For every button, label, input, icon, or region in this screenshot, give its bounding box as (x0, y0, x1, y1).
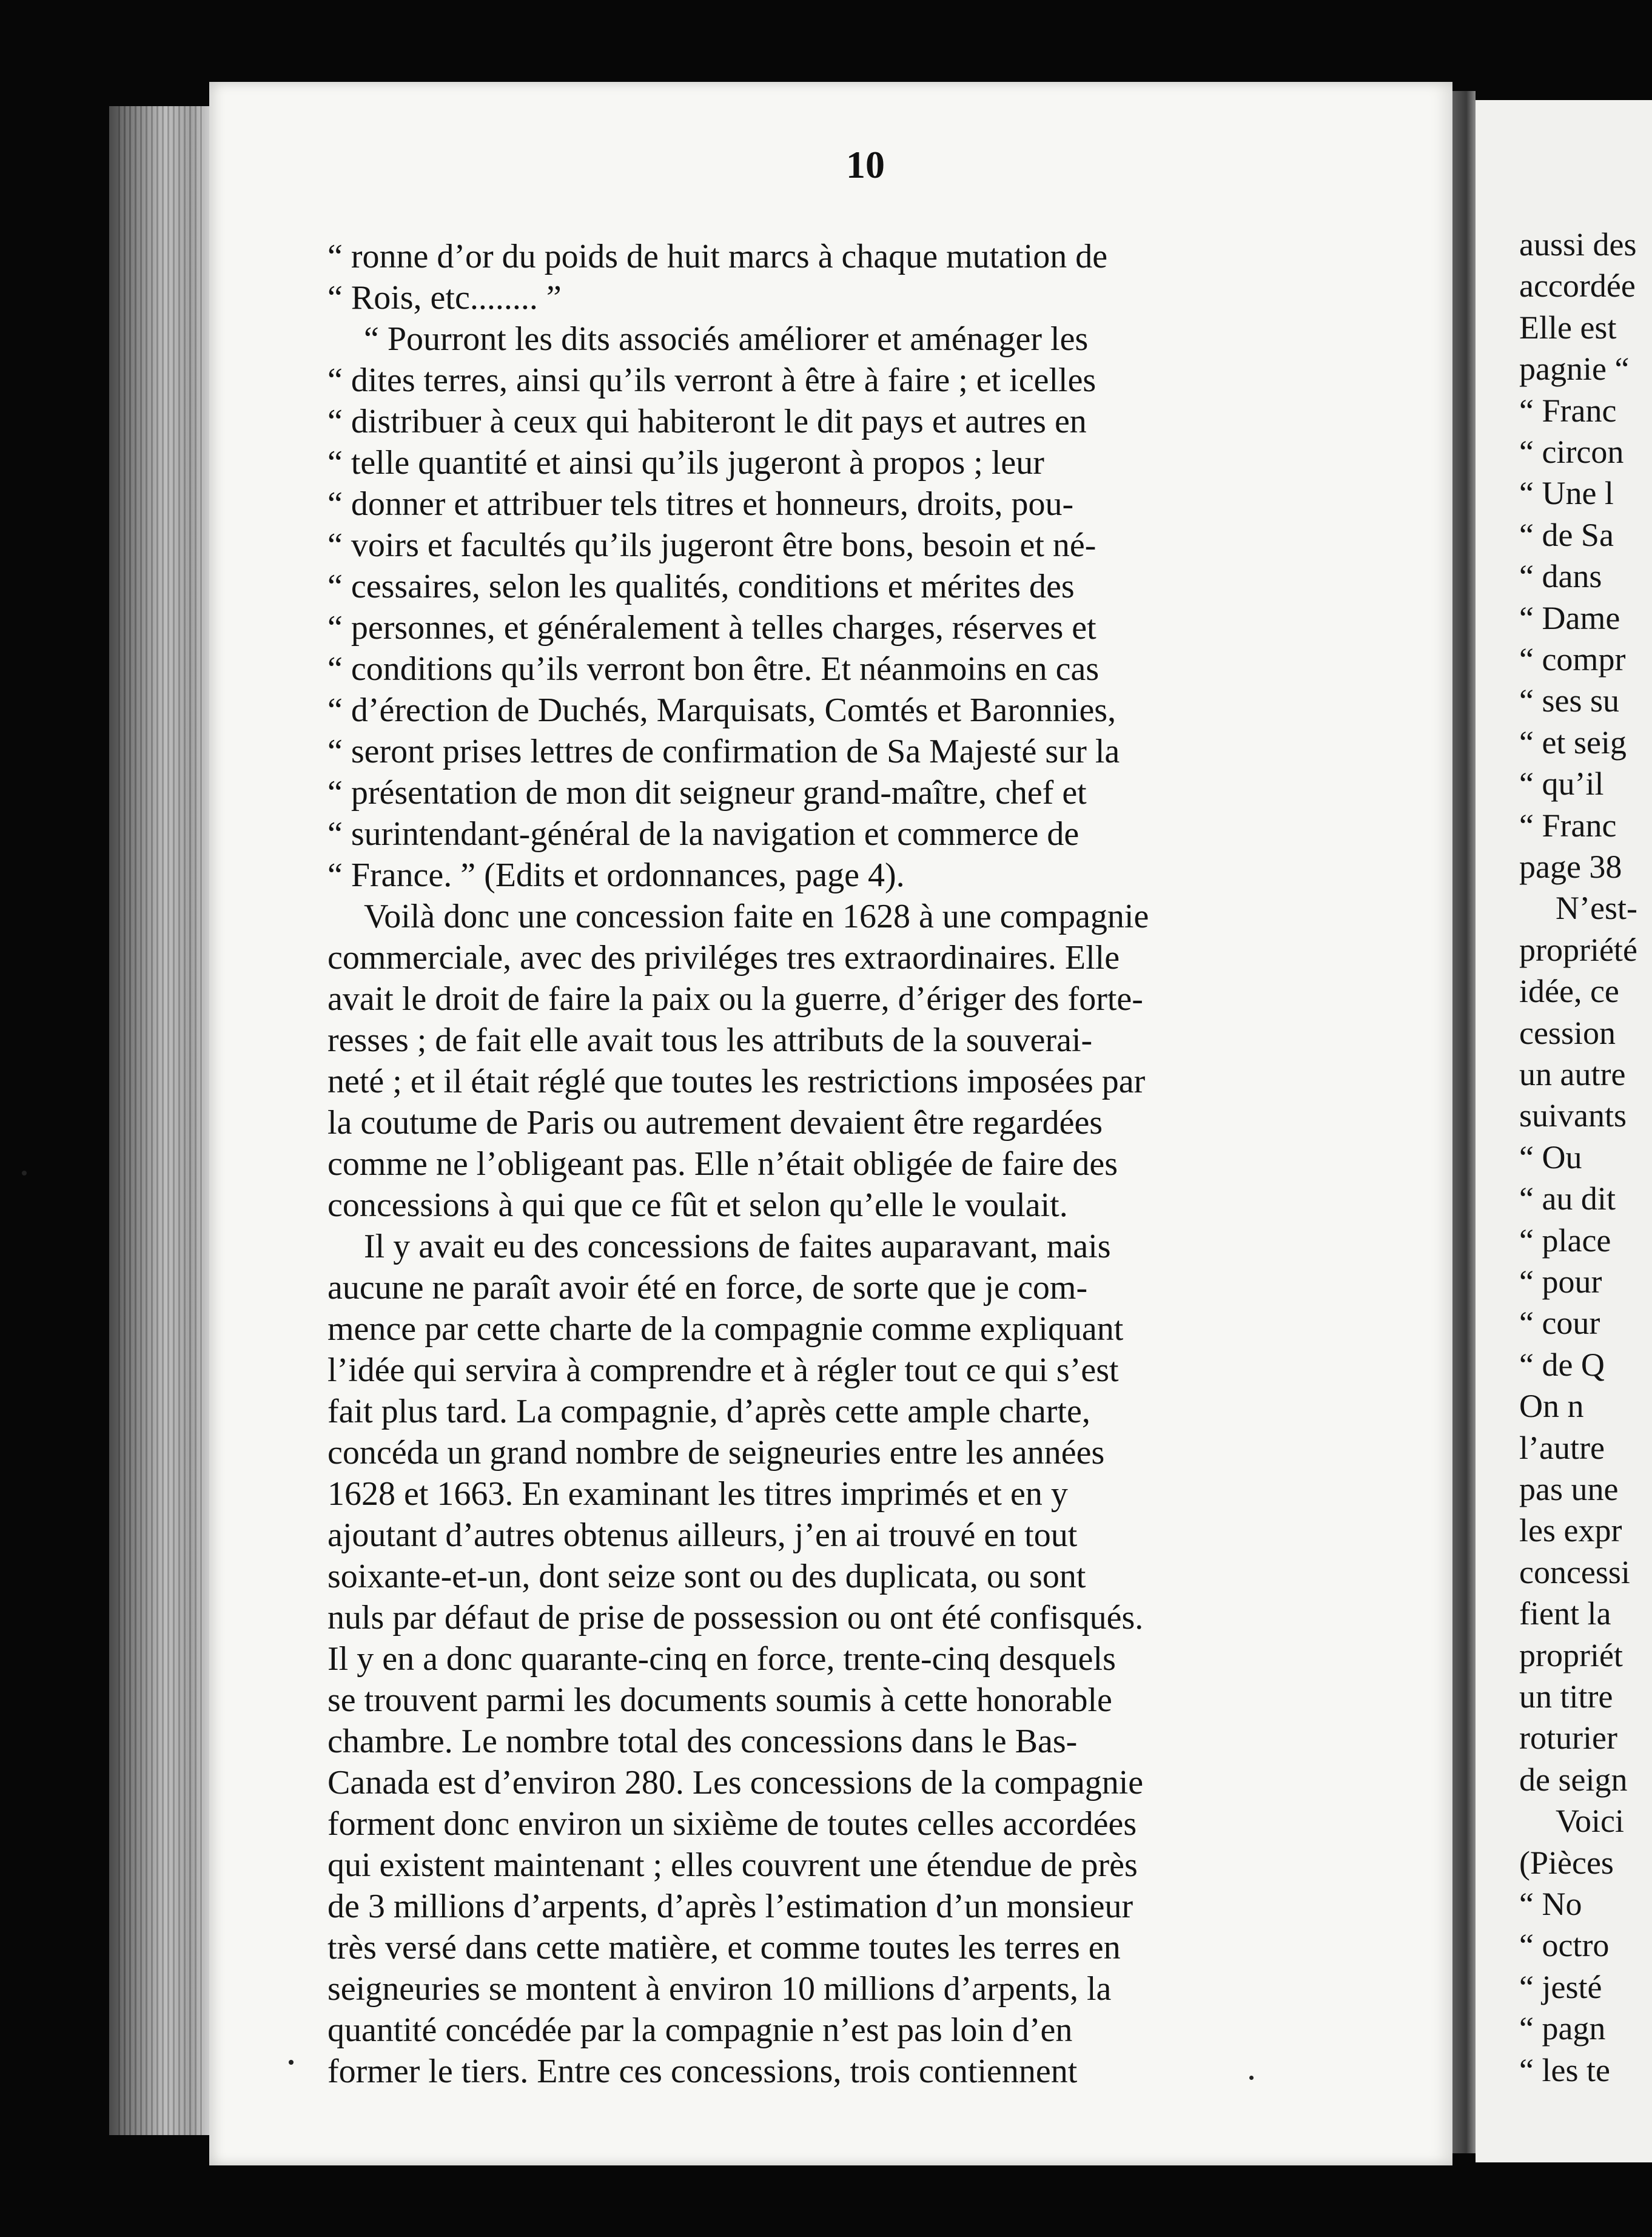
text-line: “ cour (1519, 1305, 1600, 1342)
text-line: se trouvent parmi les documents soumis à cette honorable (327, 1681, 1112, 1719)
text-line: concessions à qui que ce fût et selon qu’elle le voulait. (327, 1186, 1068, 1224)
text-line: cession (1519, 1014, 1616, 1051)
text-line: aucune ne paraît avoir été en force, de sorte que je com- (327, 1269, 1088, 1307)
text-line: fait plus tard. La compagnie, d’après cette ample charte, (327, 1393, 1090, 1430)
text-line: 1628 et 1663. En examinant les titres imprimés et en y (327, 1475, 1068, 1513)
text-line: un titre (1519, 1678, 1613, 1715)
text-line: forment donc environ un sixième de toutes celles accordées (327, 1805, 1137, 1843)
text-line: la coutume de Paris ou autrement devaient être regardées (327, 1104, 1103, 1142)
text-line: Voici (1556, 1803, 1625, 1840)
text-line: “ Pourront les dits associés améliorer et aménager les (364, 320, 1089, 358)
scan-speck (1249, 2076, 1254, 2080)
text-line: “ Franc (1519, 807, 1617, 844)
text-line: “ distribuer à ceux qui habiteront le dit pays et autres en (327, 403, 1087, 440)
text-line: former le tiers. Entre ces concessions, trois contiennent (327, 2053, 1078, 2090)
text-line: “ Dame (1519, 599, 1620, 636)
text-line: “ cessaires, selon les qualités, conditions et mérites des (327, 568, 1075, 605)
page-body-text (327, 237, 1395, 2099)
text-line: commerciale, avec des priviléges tres extraordinaires. Elle (327, 939, 1120, 977)
text-line: concéda un grand nombre de seigneuries entre les années (327, 1434, 1105, 1472)
text-line: “ les te (1519, 2051, 1610, 2088)
text-line: pas une (1519, 1471, 1619, 1507)
text-line: (Pièces (1519, 1844, 1614, 1881)
text-line: “ jesté (1519, 1968, 1602, 2005)
text-line: “ octro (1519, 1927, 1610, 1964)
text-line: Il y avait eu des concessions de faites auparavant, mais (364, 1228, 1111, 1265)
text-line: nuls par défaut de prise de possession ou ont été confisqués. (327, 1599, 1144, 1637)
text-line: Elle est (1519, 309, 1617, 346)
text-line: “ pagn (1519, 2010, 1606, 2047)
text-line: très versé dans cette matière, et comme toutes les terres en (327, 1929, 1121, 1966)
text-line: N’est- (1556, 890, 1637, 927)
facing-page (1476, 100, 1652, 2162)
text-line: seigneuries se montent à environ 10 millions d’arpents, la (327, 1970, 1112, 2008)
text-line: “ ses su (1519, 682, 1619, 719)
text-line: “ Une l (1519, 475, 1614, 512)
text-line: “ de Sa (1519, 516, 1614, 553)
text-line: “ dites terres, ainsi qu’ils verront à être à faire ; et icelles (327, 362, 1096, 399)
text-line: “ voirs et facultés qu’ils jugeront être bons, besoin et né- (327, 526, 1096, 564)
text-line: neté ; et il était réglé que toutes les restrictions imposées par (327, 1063, 1146, 1100)
text-line: quantité concédée par la compagnie n’est pas loin d’en (327, 2011, 1073, 2049)
text-line: soixante-et-un, dont seize sont ou des duplicata, ou sont (327, 1558, 1086, 1595)
text-line: accordée (1519, 267, 1636, 304)
text-line: “ pour (1519, 1263, 1602, 1300)
text-line: l’autre (1519, 1429, 1605, 1466)
text-line: “ seront prises lettres de confirmation de Sa Majesté sur la (327, 733, 1120, 770)
text-line: les expr (1519, 1512, 1622, 1549)
text-line: “ No (1519, 1886, 1582, 1922)
text-line: “ ronne d’or du poids de huit marcs à chaque mutation de (327, 238, 1108, 275)
text-line: “ Ou (1519, 1139, 1582, 1176)
text-line: un autre (1519, 1056, 1626, 1092)
text-line: “ personnes, et généralement à telles charges, réserves et (327, 609, 1096, 647)
book-gutter (1452, 91, 1476, 2153)
text-line: Voilà donc une concession faite en 1628 à une compagnie (364, 898, 1149, 935)
text-line: propriét (1519, 1637, 1623, 1674)
text-line: “ France. ” (Edits et ordonnances, page 4). (327, 856, 905, 894)
text-line: mence par cette charte de la compagnie comme expliquant (327, 1310, 1124, 1348)
text-line: chambre. Le nombre total des concessions dans le Bas- (327, 1723, 1078, 1760)
text-line: “ dans (1519, 558, 1602, 595)
text-line: Canada est d’environ 280. Les concessions de la compagnie (327, 1764, 1144, 1801)
text-line: resses ; de fait elle avait tous les attributs de la souverai- (327, 1021, 1093, 1059)
text-line: “ donner et attribuer tels titres et honneurs, droits, pou- (327, 485, 1074, 523)
scan-speck (289, 2060, 294, 2065)
text-line: avait le droit de faire la paix ou la guerre, d’ériger des forte- (327, 980, 1143, 1018)
text-line: “ de Q (1519, 1346, 1605, 1383)
text-line: concessi (1519, 1553, 1630, 1590)
text-line: propriété (1519, 931, 1637, 968)
text-line: “ conditions qu’ils verront bon être. Et néanmoins en cas (327, 650, 1100, 688)
text-line: de seign (1519, 1761, 1628, 1798)
text-line: “ place (1519, 1222, 1611, 1259)
text-line: “ qu’il (1519, 765, 1604, 802)
page-edges (118, 106, 203, 2135)
text-line: “ telle quantité et ainsi qu’ils jugeront à propos ; leur (327, 444, 1044, 482)
text-line: fient la (1519, 1595, 1611, 1632)
text-line: “ et seig (1519, 724, 1627, 761)
scan-speck (22, 1171, 27, 1176)
text-line: ajoutant d’autres obtenus ailleurs, j’en ai trouvé en tout (327, 1516, 1078, 1554)
text-line: “ surintendant-général de la navigation et commerce de (327, 815, 1080, 853)
text-line: aussi des (1519, 226, 1637, 263)
text-line: “ présentation de mon dit seigneur grand-maître, chef et (327, 774, 1087, 812)
text-line: Il y en a donc quarante-cinq en force, trente-cinq desquels (327, 1640, 1116, 1678)
text-line: On n (1519, 1388, 1584, 1425)
text-line: “ au dit (1519, 1180, 1616, 1217)
text-line: “ Rois, etc........ ” (327, 279, 562, 317)
text-line: pagnie “ (1519, 351, 1630, 388)
text-line: idée, ce (1519, 973, 1619, 1010)
text-line: “ compr (1519, 641, 1626, 678)
text-line: de 3 millions d’arpents, d’après l’estimation d’un monsieur (327, 1888, 1133, 1925)
text-line: “ Franc (1519, 392, 1617, 429)
text-line: l’idée qui servira à comprendre et à régler tout ce qui s’est (327, 1351, 1119, 1389)
text-line: suivants (1519, 1097, 1627, 1134)
text-line: page 38 (1519, 849, 1622, 885)
text-line: qui existent maintenant ; elles couvrent une étendue de près (327, 1846, 1138, 1884)
text-line: roturier (1519, 1720, 1617, 1757)
text-line: “ circon (1519, 434, 1624, 470)
text-line: “ d’érection de Duchés, Marquisats, Comtés et Baronnies, (327, 691, 1116, 729)
facing-page-text (1519, 224, 1652, 2162)
page-number: 10 (846, 143, 885, 186)
text-line: comme ne l’obligeant pas. Elle n’était obligée de faire des (327, 1145, 1118, 1183)
